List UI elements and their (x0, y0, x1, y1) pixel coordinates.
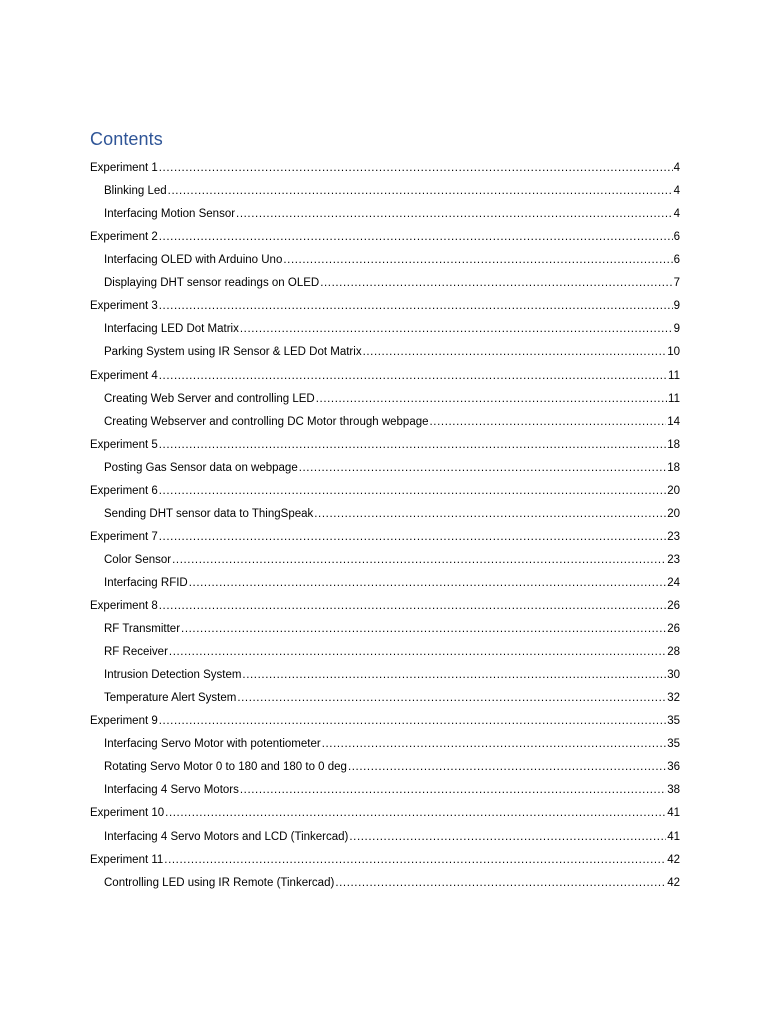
toc-entry-subsection[interactable] (104, 669, 680, 687)
toc-entry-subsection[interactable] (104, 646, 680, 664)
toc-entry-title: Interfacing 4 Servo Motors and LCD (Tinkercad) (104, 830, 349, 843)
toc-entry-page-number: 28 (667, 646, 680, 659)
toc-entry-title: Parking System using IR Sensor & LED Dot Matrix (104, 346, 362, 359)
toc-dot-leader (283, 254, 672, 266)
toc-entry-page-number: 23 (667, 553, 680, 566)
toc-entry-title: Controlling LED using IR Remote (Tinkercad) (104, 876, 335, 889)
toc-entry-page-number: 42 (667, 876, 680, 889)
toc-entry-title: Temperature Alert System (104, 692, 237, 705)
toc-entry-experiment[interactable] (90, 531, 680, 549)
toc-entry-subsection[interactable] (104, 692, 680, 710)
toc-entry-title: Interfacing OLED with Arduino Uno (104, 254, 283, 267)
toc-entry-page-number: 41 (667, 830, 680, 843)
toc-dot-leader (159, 485, 666, 497)
toc-dot-leader (430, 416, 667, 428)
toc-dot-leader (236, 208, 673, 220)
toc-dot-leader (181, 623, 666, 635)
toc-entry-experiment[interactable] (90, 715, 680, 733)
toc-entry-experiment[interactable] (90, 162, 680, 180)
toc-entry-title: Experiment 8 (90, 599, 158, 612)
toc-entry-page-number: 20 (667, 507, 680, 520)
toc-dot-leader (363, 346, 667, 358)
toc-entry-page-number: 38 (667, 784, 680, 797)
toc-entry-page-number: 6 (673, 254, 680, 267)
toc-entry-experiment[interactable] (90, 300, 680, 318)
toc-entry-title: Experiment 9 (90, 715, 158, 728)
toc-entry-title: Displaying DHT sensor readings on OLED (104, 277, 320, 290)
toc-entry-page-number: 30 (667, 669, 680, 682)
toc-entry-experiment[interactable] (90, 439, 680, 457)
toc-entry-subsection[interactable] (104, 554, 680, 572)
toc-entry-subsection[interactable] (104, 416, 680, 434)
toc-entry-page-number: 14 (667, 415, 680, 428)
toc-dot-leader (348, 761, 666, 773)
toc-entry-subsection[interactable] (104, 346, 680, 364)
toc-entry-page-number: 18 (667, 438, 680, 451)
toc-dot-leader (159, 162, 673, 174)
toc-dot-leader (159, 370, 667, 382)
toc-entry-title: Interfacing Motion Sensor (104, 208, 236, 221)
toc-dot-leader (242, 669, 666, 681)
toc-entry-title: Interfacing 4 Servo Motors (104, 784, 239, 797)
toc-entry-title: Experiment 3 (90, 300, 158, 313)
toc-entry-subsection[interactable] (104, 738, 680, 756)
toc-entry-title: Color Sensor (104, 553, 172, 566)
toc-entry-subsection[interactable] (104, 185, 680, 203)
toc-entry-title: Creating Webserver and controlling DC Motor through webpage (104, 415, 429, 428)
toc-dot-leader (159, 600, 666, 612)
toc-entry-experiment[interactable] (90, 600, 680, 618)
toc-entry-page-number: 23 (667, 530, 680, 543)
toc-entry-title: Posting Gas Sensor data on webpage (104, 461, 298, 474)
toc-entry-page-number: 26 (667, 623, 680, 635)
toc-entry-title: Experiment 11 (90, 853, 164, 866)
toc-dot-leader (159, 531, 666, 543)
toc-dot-leader (349, 831, 666, 843)
toc-entry-subsection[interactable] (104, 254, 680, 272)
toc-entry-subsection[interactable] (104, 623, 680, 641)
toc-entry-subsection[interactable] (104, 277, 680, 295)
toc-entry-page-number: 26 (667, 599, 680, 612)
toc-entry-subsection[interactable] (104, 393, 680, 411)
toc-dot-leader (240, 784, 666, 796)
toc-dot-leader (189, 577, 666, 589)
toc-entry-title: Experiment 6 (90, 484, 158, 497)
toc-entry-subsection[interactable] (104, 508, 680, 526)
toc-dot-leader (322, 738, 667, 750)
toc-entry-page-number: 32 (667, 692, 680, 705)
toc-dot-leader (314, 508, 666, 520)
toc-entry-title: Sending DHT sensor data to ThingSpeak (104, 507, 314, 520)
toc-entry-page-number: 20 (667, 484, 680, 497)
toc-entry-experiment[interactable] (90, 231, 680, 249)
toc-entry-title: RF Transmitter (104, 623, 181, 635)
toc-dot-leader (159, 715, 666, 727)
toc-entry-title: Creating Web Server and controlling LED (104, 392, 315, 405)
toc-entry-experiment[interactable] (90, 854, 680, 872)
toc-entry-subsection[interactable] (104, 462, 680, 480)
toc-entry-page-number: 10 (667, 346, 680, 359)
toc-entry-title: Experiment 5 (90, 438, 158, 451)
toc-entry-title: Interfacing LED Dot Matrix (104, 323, 239, 336)
toc-dot-leader (299, 462, 666, 474)
toc-entry-subsection[interactable] (104, 323, 680, 341)
toc-entry-title: Intrusion Detection System (104, 669, 242, 682)
toc-entry-page-number: 6 (673, 231, 680, 244)
toc-entry-page-number: 18 (667, 461, 680, 474)
toc-entry-title: RF Receiver (104, 646, 168, 659)
toc-entry-experiment[interactable] (90, 370, 680, 388)
toc-entry-page-number: 9 (673, 323, 680, 336)
toc-entry-page-number: 42 (667, 853, 680, 866)
toc-entry-subsection[interactable] (104, 761, 680, 779)
toc-dot-leader (165, 807, 666, 819)
toc-heading: Contents (90, 129, 163, 149)
toc-dot-leader (159, 439, 666, 451)
toc-entry-title: Blinking Led (104, 185, 167, 197)
toc-dot-leader (172, 554, 666, 566)
toc-entry-title: Experiment 7 (90, 530, 158, 543)
toc-dot-leader (159, 231, 673, 243)
toc-entry-page-number: 36 (667, 761, 680, 774)
toc-dot-leader (320, 277, 672, 289)
toc-entry-page-number: 41 (667, 807, 680, 820)
toc-dot-leader (335, 877, 666, 889)
toc-entry-page-number: 4 (673, 185, 680, 197)
toc-entry-title: Interfacing RFID (104, 576, 188, 589)
toc-dot-leader (237, 692, 666, 704)
toc-entry-subsection[interactable] (104, 208, 680, 226)
toc-entry-title: Experiment 4 (90, 369, 158, 382)
toc-entry-subsection[interactable] (104, 577, 680, 595)
toc-entry-page-number: 35 (667, 738, 680, 751)
toc-entry-page-number: 24 (667, 576, 680, 589)
toc-dot-leader (316, 393, 667, 405)
toc-entry-title: Rotating Servo Motor 0 to 180 and 180 to 0 deg (104, 761, 347, 774)
toc-entry-title: Experiment 2 (90, 231, 158, 244)
toc-entry-experiment[interactable] (90, 485, 680, 503)
toc-entry-subsection[interactable] (104, 831, 680, 849)
toc-entry-page-number: 9 (673, 300, 680, 313)
toc-dot-leader (164, 854, 666, 866)
toc-dot-leader (240, 323, 673, 335)
toc-entry-page-number: 4 (673, 208, 680, 221)
toc-entry-page-number: 7 (673, 277, 680, 290)
toc-dot-leader (169, 646, 666, 658)
toc-entry-page-number: 35 (667, 715, 680, 728)
toc-dot-leader (168, 185, 673, 197)
toc-entry-title: Interfacing Servo Motor with potentiometer (104, 738, 321, 751)
toc-entry-subsection[interactable] (104, 784, 680, 802)
toc-entry-page-number: 11 (668, 392, 680, 405)
toc-entry-title: Experiment 1 (90, 162, 158, 174)
toc-entry-subsection[interactable] (104, 877, 680, 895)
toc-entry-page-number: 4 (673, 162, 680, 174)
toc-entry-title: Experiment 10 (90, 807, 165, 820)
toc-dot-leader (159, 300, 673, 312)
toc-entry-page-number: 11 (668, 369, 680, 382)
toc-entry-experiment[interactable] (90, 807, 680, 825)
